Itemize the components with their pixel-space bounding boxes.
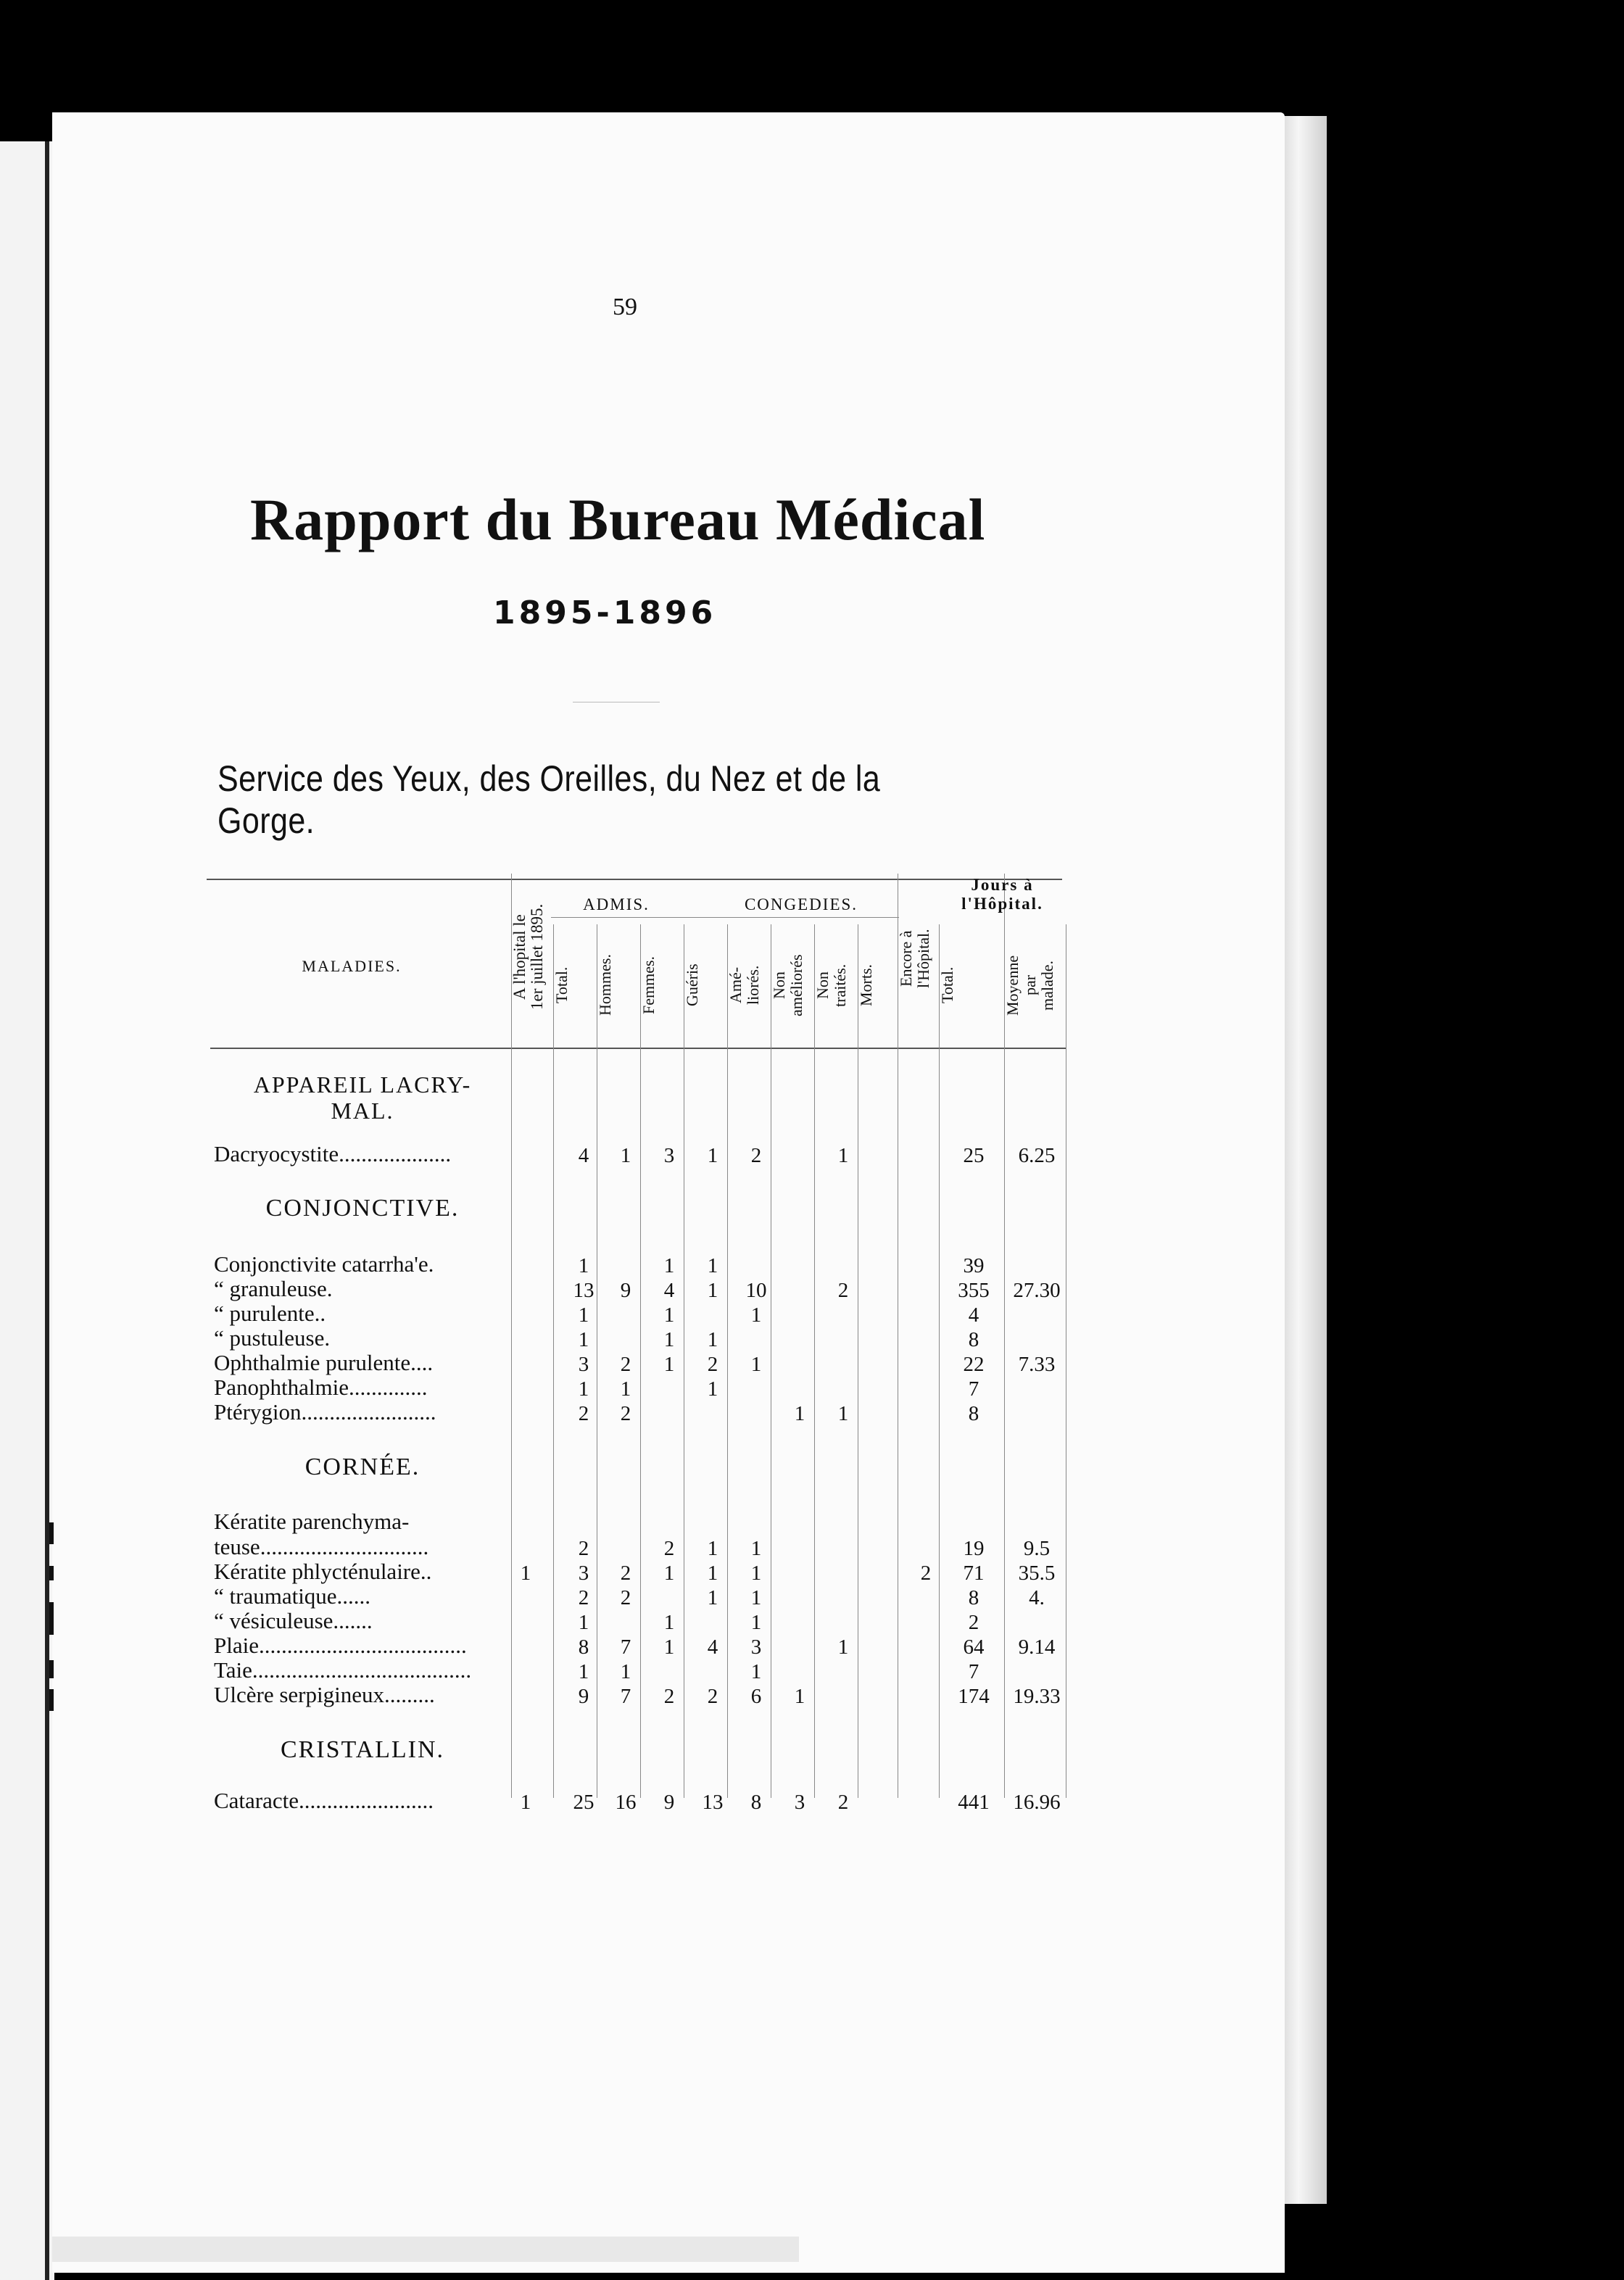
table-cell-jours-total: 4: [968, 1303, 979, 1327]
table-cell-gueris: 1: [707, 1279, 718, 1302]
table-cell-ameliores: 8: [750, 1791, 762, 1814]
table-cell-hopital: 1: [520, 1791, 531, 1814]
table-cell-femmes: 1: [663, 1562, 675, 1585]
table-cell-non-traites: 1: [837, 1636, 849, 1659]
table-cell-jours-total: 39: [963, 1254, 985, 1277]
header-gueris: Guéris: [683, 963, 701, 1007]
table-cell-non-traites: 2: [837, 1279, 849, 1302]
header-femmes: Femmes.: [639, 955, 658, 1015]
table-cell-total: 1: [578, 1660, 589, 1683]
table-cell-femmes: 1: [663, 1254, 675, 1277]
table-cell-femmes: 2: [663, 1685, 675, 1708]
table-cell-total: 4: [578, 1144, 589, 1167]
facing-page-edge: [45, 141, 49, 2280]
table-cell-total: 2: [578, 1586, 589, 1609]
table-cell-non-ameliores: 1: [794, 1685, 805, 1708]
table-cell-ameliores: 1: [750, 1537, 762, 1560]
table-cell-gueris: 13: [702, 1791, 724, 1814]
header-maladies: MALADIES.: [302, 957, 402, 975]
table-row-label: Ophthalmie purulente....: [214, 1350, 434, 1375]
header-morts: Morts.: [857, 963, 875, 1007]
table-cell-ameliores: 1: [750, 1303, 762, 1327]
table-cell-gueris: 1: [707, 1254, 718, 1277]
table-cell-hommes: 1: [620, 1144, 631, 1167]
table-cell-ameliores: 2: [750, 1144, 762, 1167]
table-cell-gueris: 1: [707, 1377, 718, 1401]
header-admis: ADMIS.: [583, 895, 650, 913]
table-row-label: “ pustuleuse.: [214, 1325, 331, 1351]
table-cell-ameliores: 1: [750, 1611, 762, 1634]
table-cell-total: 2: [578, 1537, 589, 1560]
table-cell-hommes: 7: [620, 1636, 631, 1659]
table-cell-hommes: 9: [620, 1279, 631, 1302]
table-cell-moyenne: 4.: [1029, 1586, 1045, 1609]
table-cell-gueris: 1: [707, 1537, 718, 1560]
table-row-label: Cataracte........................: [214, 1788, 434, 1813]
table-cell-total: 1: [578, 1377, 589, 1401]
header-congedies: CONGEDIES.: [744, 895, 858, 913]
table-cell-jours-total: 8: [968, 1586, 979, 1609]
table-cell-gueris: 1: [707, 1328, 718, 1351]
header-jours: Jours à l'Hôpital.: [961, 876, 1043, 913]
table-cell-hommes: 2: [620, 1586, 631, 1609]
table-cell-femmes: 1: [663, 1611, 675, 1634]
header-non-ameliores: Non améliorés: [770, 954, 805, 1016]
table-cell-jours-total: 441: [958, 1791, 990, 1814]
document-page: [52, 112, 1285, 2273]
table-cell-moyenne: 6.25: [1018, 1144, 1056, 1167]
table-cell-hommes: 1: [620, 1660, 631, 1683]
report-years: 1895-1896: [493, 594, 717, 631]
table-row-label: Taie.......................................: [214, 1657, 472, 1683]
table-cell-jours-total: 7: [968, 1377, 979, 1401]
table-cell-encore: 2: [920, 1562, 932, 1585]
table-cell-ameliores: 1: [750, 1562, 762, 1585]
table-cell-total: 3: [578, 1353, 589, 1376]
header-encore: Encore à l'Hôpital.: [897, 929, 932, 989]
service-subtitle: Service des Yeux, des Oreilles, du Nez et de la Gorge.: [218, 758, 881, 841]
table-row-label: teuse..............................: [214, 1534, 429, 1559]
page-edge: [1280, 116, 1327, 2204]
table-cell-hommes: 2: [620, 1562, 631, 1585]
table-row-label: Kératite parenchyma-: [214, 1509, 410, 1534]
table-row-label: “ granuleuse.: [214, 1276, 333, 1301]
table-cell-total: 1: [578, 1328, 589, 1351]
table-cell-total: 1: [578, 1254, 589, 1277]
table-row-label: Kératite phlycténulaire..: [214, 1559, 432, 1584]
column-rule: [553, 924, 554, 1798]
table-row-label: Ptérygion........................: [214, 1399, 436, 1425]
table-cell-jours-total: 2: [968, 1611, 979, 1634]
table-row-label: “ vésiculeuse.......: [214, 1608, 373, 1633]
header-hopital: A l'hopital le 1er juillet 1895.: [510, 903, 546, 1011]
table-cell-femmes: 1: [663, 1303, 675, 1327]
report-title: Rapport du Bureau Médical: [250, 486, 986, 552]
page-number: 59: [613, 294, 637, 320]
table-cell-total: 1: [578, 1303, 589, 1327]
section-lacrymal: APPAREIL LACRY- MAL.: [253, 1071, 472, 1124]
table-cell-hommes: 7: [620, 1685, 631, 1708]
table-cell-jours-total: 7: [968, 1660, 979, 1683]
table-cell-femmes: 9: [663, 1791, 675, 1814]
table-cell-jours-total: 355: [958, 1279, 990, 1302]
table-cell-moyenne: 16.96: [1013, 1791, 1061, 1814]
table-cell-femmes: 1: [663, 1636, 675, 1659]
table-cell-jours-total: 8: [968, 1402, 979, 1425]
table-cell-non-traites: 1: [837, 1144, 849, 1167]
header-jours-total: Total.: [938, 966, 956, 1004]
header-ameliores: Amé- liorés.: [726, 965, 762, 1006]
table-cell-femmes: 3: [663, 1144, 675, 1167]
table-cell-gueris: 1: [707, 1562, 718, 1585]
table-cell-hommes: 2: [620, 1402, 631, 1425]
table-cell-total: 13: [573, 1279, 594, 1302]
table-row-label: Dacryocystite....................: [214, 1141, 452, 1166]
section-cristallin: CRISTALLIN.: [280, 1736, 445, 1763]
table-cell-moyenne: 7.33: [1018, 1353, 1056, 1376]
table-cell-non-traites: 1: [837, 1402, 849, 1425]
table-row-label: Conjonctivite catarrha'e.: [214, 1251, 434, 1277]
table-cell-jours-total: 8: [968, 1328, 979, 1351]
table-cell-jours-total: 25: [963, 1144, 985, 1167]
table-cell-femmes: 2: [663, 1537, 675, 1560]
table-cell-gueris: 2: [707, 1685, 718, 1708]
table-cell-gueris: 1: [707, 1144, 718, 1167]
table-row-label: Panophthalmie..............: [214, 1375, 428, 1400]
table-row-label: Ulcère serpigineux.........: [214, 1682, 435, 1707]
table-cell-gueris: 4: [707, 1636, 718, 1659]
table-cell-ameliores: 1: [750, 1660, 762, 1683]
table-cell-jours-total: 64: [963, 1636, 985, 1659]
table-cell-non-traites: 2: [837, 1791, 849, 1814]
table-cell-total: 25: [573, 1791, 594, 1814]
header-bottom-rule: [210, 1048, 1066, 1049]
column-rule: [939, 924, 940, 1798]
table-cell-total: 9: [578, 1685, 589, 1708]
table-cell-jours-total: 19: [963, 1537, 985, 1560]
section-conjonctive: CONJONCTIVE.: [265, 1195, 460, 1222]
table-cell-gueris: 1: [707, 1586, 718, 1609]
table-row-label: “ traumatique......: [214, 1583, 371, 1609]
table-cell-ameliores: 3: [750, 1636, 762, 1659]
table-cell-femmes: 1: [663, 1353, 675, 1376]
table-row-label: Plaie.....................................: [214, 1633, 467, 1658]
table-cell-jours-total: 174: [958, 1685, 990, 1708]
table-cell-moyenne: 35.5: [1018, 1562, 1056, 1585]
table-cell-total: 8: [578, 1636, 589, 1659]
binding-thread: [42, 1522, 61, 1711]
table-cell-total: 3: [578, 1562, 589, 1585]
table-cell-moyenne: 19.33: [1013, 1685, 1061, 1708]
table-cell-total: 1: [578, 1611, 589, 1634]
table-cell-ameliores: 10: [745, 1279, 767, 1302]
table-cell-ameliores: 6: [750, 1685, 762, 1708]
table-cell-hopital: 1: [520, 1562, 531, 1585]
page-bottom-edge: [52, 2237, 799, 2262]
header-non-traites: Non traités.: [813, 963, 849, 1007]
table-cell-non-ameliores: 3: [794, 1791, 805, 1814]
table-cell-jours-total: 71: [963, 1562, 985, 1585]
column-rule: [814, 924, 815, 1798]
table-cell-hommes: 2: [620, 1353, 631, 1376]
table-cell-femmes: 1: [663, 1328, 675, 1351]
table-cell-hommes: 16: [615, 1791, 637, 1814]
table-cell-gueris: 2: [707, 1353, 718, 1376]
table-cell-moyenne: 9.14: [1018, 1636, 1056, 1659]
table-cell-ameliores: 1: [750, 1353, 762, 1376]
table-cell-jours-total: 22: [963, 1353, 985, 1376]
header-moyenne: Moyenne par malade.: [1003, 955, 1056, 1016]
table-cell-hommes: 1: [620, 1377, 631, 1401]
admis-group-rule: [551, 917, 899, 918]
table-cell-moyenne: 9.5: [1023, 1537, 1051, 1560]
section-cornee: CORNÉE.: [304, 1454, 420, 1480]
table-cell-non-ameliores: 1: [794, 1402, 805, 1425]
header-hommes: Hommes.: [596, 954, 614, 1016]
table-cell-femmes: 4: [663, 1279, 675, 1302]
table-row-label: “ purulente..: [214, 1301, 326, 1326]
header-total: Total.: [552, 966, 571, 1004]
table-cell-total: 2: [578, 1402, 589, 1425]
table-cell-moyenne: 27.30: [1013, 1279, 1061, 1302]
table-cell-ameliores: 1: [750, 1586, 762, 1609]
